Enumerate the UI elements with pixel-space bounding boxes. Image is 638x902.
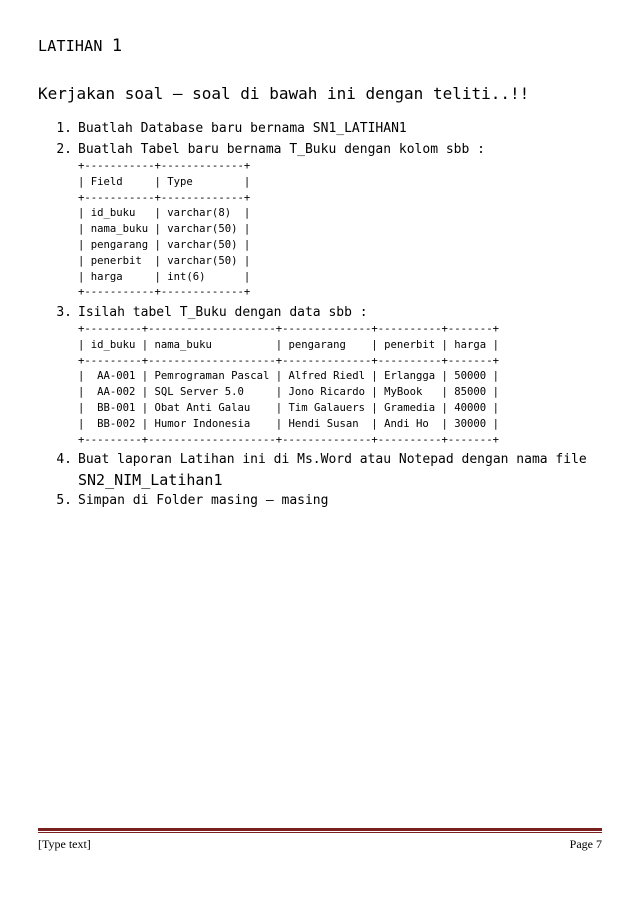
item-text: Buatlah Tabel baru bernama T_Buku dengan kolom sbb :	[78, 142, 485, 157]
list-item	[38, 493, 608, 508]
item-number: 5.	[56, 493, 72, 508]
table-border: +---------+--------------------+--------------+----------+-------+	[78, 433, 499, 446]
table-header: | id_buku | nama_buku | pengarang | penerbit | harga |	[78, 338, 499, 351]
table-row: | pengarang | varchar(50) |	[78, 238, 251, 251]
table-row: | penerbit | varchar(50) |	[78, 254, 251, 267]
table-row: | BB-002 | Humor Indonesia | Hendi Susan | Andi Ho | 30000 |	[78, 417, 499, 430]
table-row: | harga | int(6) |	[78, 270, 251, 283]
table-row: | AA-002 | SQL Server 5.0 | Jono Ricardo | MyBook | 85000 |	[78, 386, 499, 399]
table-row: | nama_buku | varchar(50) |	[78, 223, 251, 236]
title-text: LATIHAN	[38, 37, 112, 55]
list-item	[38, 121, 608, 136]
table-border: +---------+--------------------+--------------+----------+-------+	[78, 323, 499, 335]
item-number: 1.	[56, 121, 72, 136]
table-row: | id_buku | varchar(8) |	[78, 207, 251, 220]
list-item	[38, 305, 608, 320]
item-text: Buatlah Database baru bernama SN1_LATIHAN1	[78, 121, 407, 136]
list-item	[38, 452, 608, 467]
table-row: | AA-001 | Pemrograman Pascal | Alfred Riedl | Erlangga | 50000 |	[78, 370, 499, 383]
page-number: Page 7	[569, 837, 602, 851]
field-type-table	[78, 159, 250, 301]
table-border: +-----------+-------------+	[78, 191, 251, 204]
item-text: Buat laporan Latihan ini di Ms.Word atau Notepad dengan nama file	[78, 452, 587, 467]
table-border: +---------+--------------------+--------------+----------+-------+	[78, 354, 499, 367]
item-text: Simpan di Folder masing – masing	[78, 493, 329, 508]
book-data-table	[78, 322, 499, 448]
table-border: +-----------+-------------+	[78, 286, 251, 299]
table-header: | Field | Type |	[78, 175, 251, 188]
intro-text: Kerjakan soal – soal di bawah ini dengan teliti..!!	[38, 84, 530, 103]
table-row: | BB-001 | Obat Anti Galau | Tim Galauers | Gramedia | 40000 |	[78, 401, 499, 414]
page-title	[38, 36, 122, 56]
title-number: 1	[111, 36, 123, 56]
file-name: SN2_NIM_Latihan1	[78, 471, 223, 489]
item-number: 2.	[56, 142, 72, 157]
item-text: Isilah tabel T_Buku dengan data sbb :	[78, 305, 368, 320]
list-item	[38, 142, 608, 157]
item-number: 4.	[56, 452, 72, 467]
footer-left-text: [Type text]	[38, 837, 91, 851]
table-border: +-----------+-------------+	[78, 160, 251, 172]
item-number: 3.	[56, 305, 72, 320]
footer-divider	[38, 828, 602, 831]
footer-divider-thin	[38, 832, 602, 833]
